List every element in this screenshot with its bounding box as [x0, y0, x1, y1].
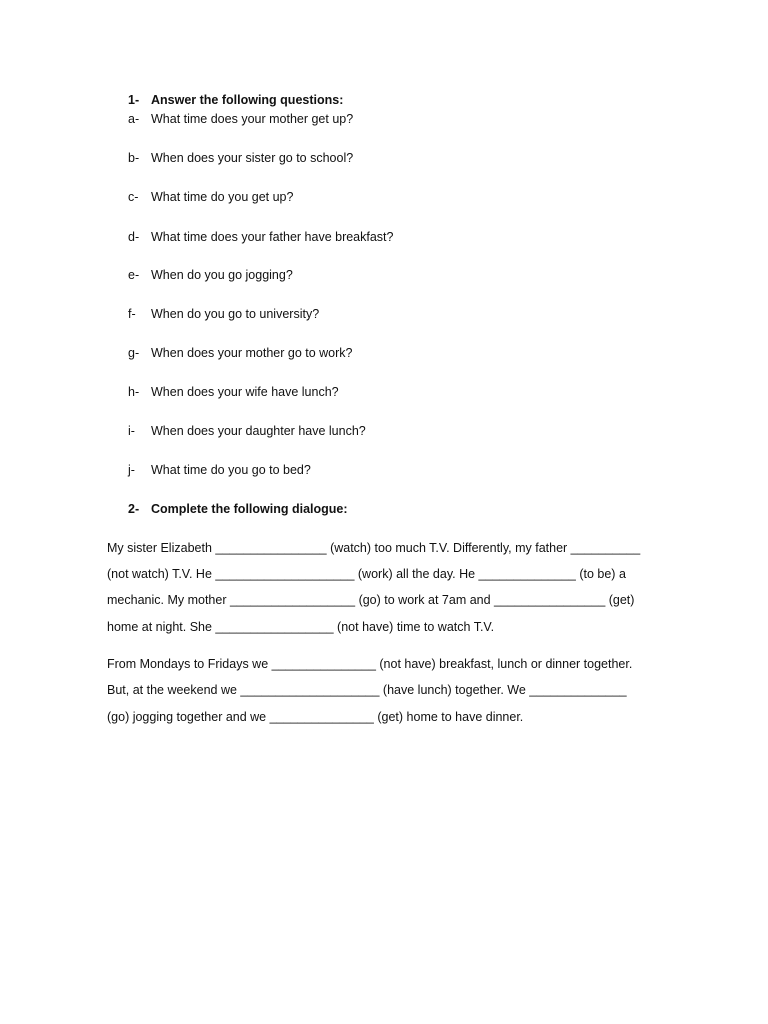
paragraph-line: (go) jogging together and we _______________ (get) home to have dinner. — [107, 710, 524, 724]
paragraph-line: But, at the weekend we ____________________ (have lunch) together. We ______________ — [107, 683, 627, 697]
question-marker: j- — [128, 463, 135, 477]
question-text: When does your wife have lunch? — [151, 385, 339, 399]
question-text: When does your sister go to school? — [151, 151, 354, 165]
question-marker: g- — [128, 346, 140, 360]
question-text: What time does your mother get up? — [151, 112, 354, 126]
question-marker: i- — [128, 424, 135, 438]
question-text: When does your mother go to work? — [151, 346, 353, 360]
question-marker: e- — [128, 268, 140, 282]
section-2-number: 2- — [128, 502, 140, 516]
question-marker: d- — [128, 230, 140, 244]
paragraph-line: (not watch) T.V. He ____________________ (work) all the day. He ______________ (to be) a — [107, 567, 626, 581]
paragraph-line: My sister Elizabeth ________________ (watch) too much T.V. Differently, my father __________ — [107, 541, 641, 555]
question-text: What time do you go to bed? — [151, 463, 311, 477]
paragraph-line: mechanic. My mother __________________ (go) to work at 7am and ________________ (get) — [107, 593, 635, 607]
question-text: When do you go jogging? — [151, 268, 293, 282]
section-1-title: Answer the following questions: — [151, 93, 344, 107]
question-marker: c- — [128, 190, 139, 204]
section-2-title: Complete the following dialogue: — [151, 502, 348, 516]
question-text: What time does your father have breakfast? — [151, 230, 394, 244]
paragraph-line: From Mondays to Fridays we _______________ (not have) breakfast, lunch or dinner together. — [107, 657, 633, 671]
section-1-number: 1- — [128, 93, 140, 107]
question-marker: f- — [128, 307, 136, 321]
question-text: What time do you get up? — [151, 190, 294, 204]
question-text: When does your daughter have lunch? — [151, 424, 366, 438]
paragraph-line: home at night. She _________________ (not have) time to watch T.V. — [107, 620, 495, 634]
question-marker: a- — [128, 112, 140, 126]
question-text: When do you go to university? — [151, 307, 320, 321]
question-marker: h- — [128, 385, 140, 399]
question-marker: b- — [128, 151, 140, 165]
